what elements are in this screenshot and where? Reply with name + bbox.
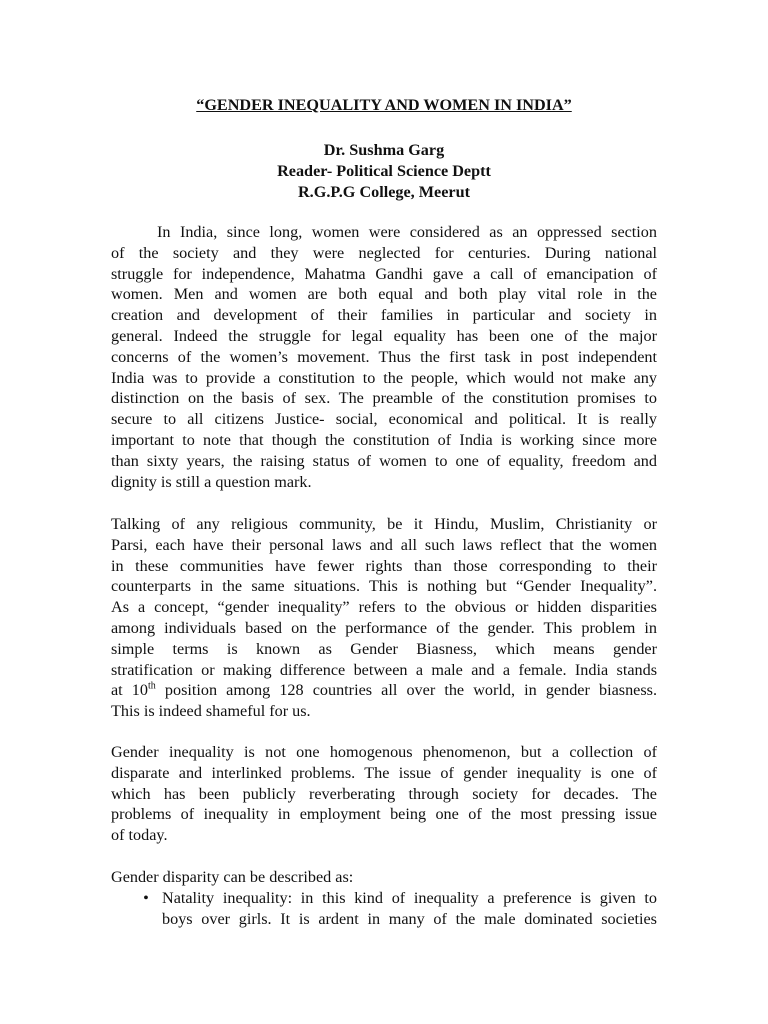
paragraph-line: Gender inequality is not one homogenous phenomenon, but a collection of bbox=[111, 743, 657, 761]
paragraph-line: creation and development of their families in particular and society in bbox=[111, 306, 657, 325]
paragraph-line: problems of inequality in employment being one of the most pressing issue bbox=[111, 805, 657, 824]
paragraph-line: among individuals based on the performance of the gender. This problem in bbox=[111, 618, 657, 637]
author-institution: R.G.P.G College, Meerut bbox=[297, 183, 471, 201]
paragraph-line: disparate and interlinked problems. The issue of gender inequality is one of bbox=[111, 763, 657, 782]
paragraph-line: Talking of any religious community, be it Hindu, Muslim, Christianity or bbox=[111, 515, 657, 533]
paragraph-line: than sixty years, the raising status of women to one of equality, freedom and bbox=[111, 451, 657, 470]
paragraph-line: concerns of the women’s movement. Thus the first task in post independent bbox=[111, 347, 657, 366]
paragraph-line: struggle for independence, Mahatma Gandhi gave a call of emancipation of bbox=[111, 264, 657, 283]
paragraph-line: Parsi, each have their personal laws and all such laws reflect that the women bbox=[111, 535, 657, 554]
bullet-icon: • bbox=[143, 889, 149, 907]
paragraph-line: India was to provide a constitution to the people, which would not make any bbox=[111, 368, 657, 387]
paragraph-line: Gender disparity can be described as: bbox=[111, 868, 354, 886]
paragraph-line: simple terms is known as Gender Biasness, which means gender bbox=[111, 639, 657, 658]
paragraph-line: distinction on the basis of sex. The preamble of the constitution promises to bbox=[111, 389, 657, 408]
paragraph-1 bbox=[111, 222, 657, 492]
paragraph-line: important to note that though the constitution of India is working since more bbox=[111, 430, 657, 449]
paragraph-4-intro bbox=[111, 867, 657, 888]
paragraph-line-rank bbox=[111, 680, 657, 701]
rank-superscript: th bbox=[147, 680, 156, 692]
paragraph-line: which has been publicly reverberating through society for decades. The bbox=[111, 784, 657, 803]
rank-text-before: at 10 bbox=[111, 681, 148, 700]
document-title: “GENDER INEQUALITY AND WOMEN IN INDIA” bbox=[196, 96, 572, 114]
author-name: Dr. Sushma Garg bbox=[323, 141, 445, 159]
paragraph-line: As a concept, “gender inequality” refers to the obvious or hidden disparities bbox=[111, 598, 657, 617]
paragraph-line: stratification or making difference between a male and a female. India stands bbox=[111, 660, 657, 679]
document-page bbox=[111, 0, 657, 1024]
paragraph-line: This is indeed shameful for us. bbox=[111, 702, 311, 721]
author-position: Reader- Political Science Deptt bbox=[277, 162, 491, 180]
bullet-line: boys over girls. It is ardent in many of the male dominated societies bbox=[162, 909, 657, 928]
paragraph-line: counterparts in the same situations. This is nothing but “Gender Inequality”. bbox=[111, 577, 657, 596]
rank-text-after: position among 128 countries all over the world, in gender biasness. bbox=[155, 681, 657, 700]
paragraph-line: of the society and they were neglected for centuries. During national bbox=[111, 243, 657, 262]
author-block bbox=[111, 140, 657, 203]
paragraph-line: dignity is still a question mark. bbox=[111, 472, 312, 491]
paragraph-3 bbox=[111, 742, 657, 846]
paragraph-2 bbox=[111, 514, 657, 722]
paragraph-line: In India, since long, women were considered as an oppressed section bbox=[157, 223, 657, 241]
bullet-line: Natality inequality: in this kind of inequality a preference is given to bbox=[162, 889, 657, 907]
paragraph-line: of today. bbox=[111, 826, 168, 845]
bullet-text bbox=[162, 888, 657, 930]
paragraph-line: secure to all citizens Justice- social, economical and political. It is really bbox=[111, 410, 657, 429]
paragraph-line: women. Men and women are both equal and both play vital role in the bbox=[111, 285, 657, 304]
paragraph-line: general. Indeed the struggle for legal equality has been one of the major bbox=[111, 326, 657, 345]
paragraph-line: in these communities have fewer rights than those corresponding to their bbox=[111, 556, 657, 575]
